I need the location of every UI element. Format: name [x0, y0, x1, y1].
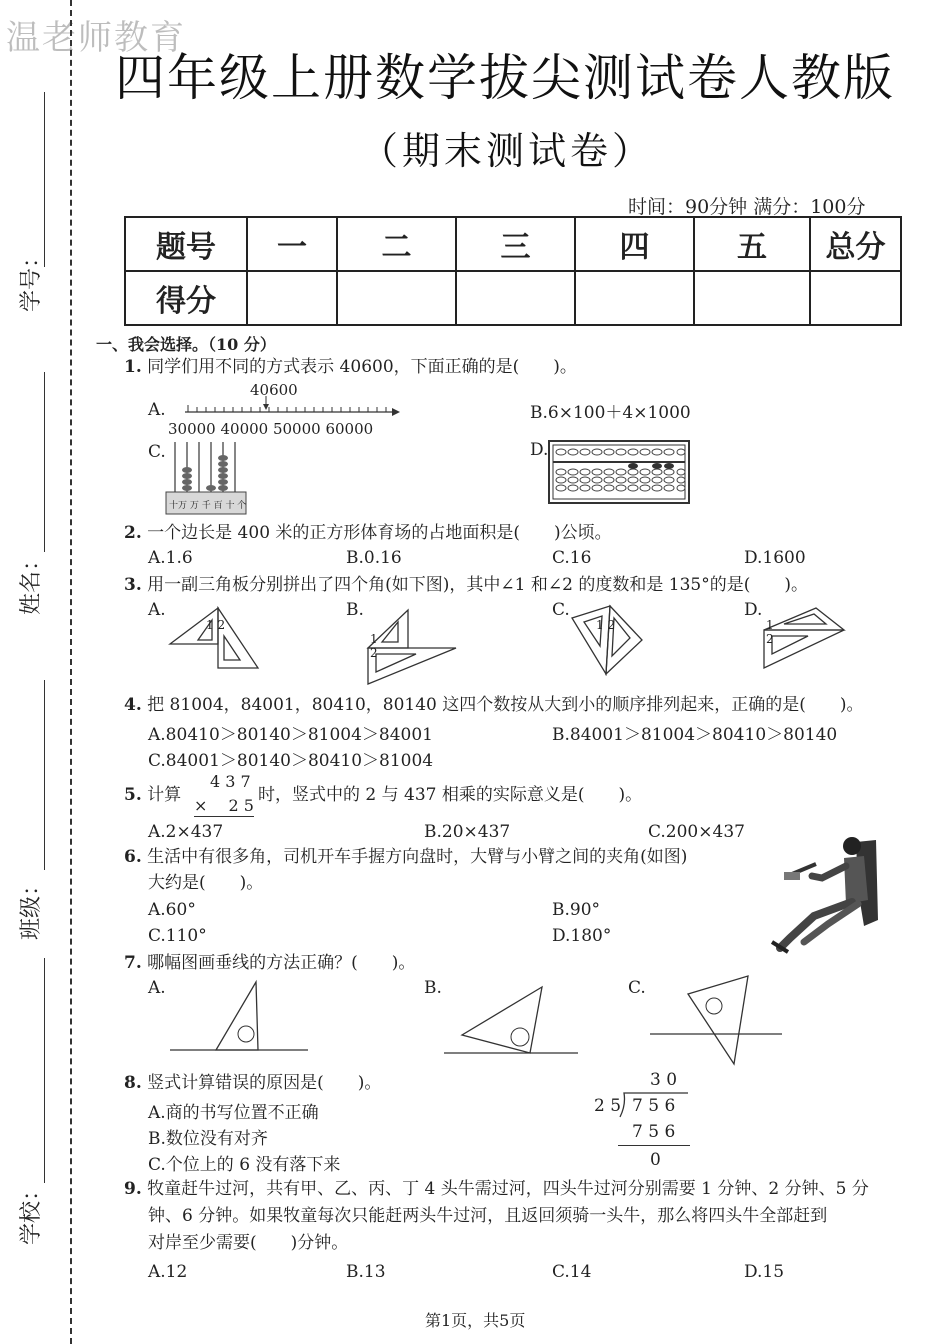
q8-dividend: 7 5 6: [632, 1096, 676, 1116]
q8-option-c: C.个位上的 6 没有落下来: [148, 1155, 341, 1175]
q9-option-c: C.14: [552, 1262, 592, 1282]
q1-option-a: A.: [148, 400, 166, 420]
question-7: [124, 952, 415, 974]
q1-number-line-ticks: 30000 40000 50000 60000: [168, 420, 374, 438]
question-number: 1.: [124, 357, 142, 377]
score-table-score-row: [125, 271, 901, 325]
question-number: 7.: [124, 953, 142, 973]
q3-option-b: B.: [346, 600, 364, 620]
score-row-label: 得分: [125, 271, 247, 325]
question-number: 2.: [124, 523, 142, 543]
q1-option-b: B.6×100＋4×1000: [530, 403, 691, 423]
q3-option-a: A.: [148, 600, 166, 620]
question-2: [124, 522, 612, 544]
question-pre: 计算: [147, 785, 182, 805]
question-number: 5.: [124, 785, 142, 805]
question-9-line2: 钟、6 分钟。如果牧童每次只能赶两头牛过河，且返回须骑一头牛，那么将四头牛全部赶到: [148, 1206, 828, 1226]
q4-option-b: B.84001＞81004＞80410＞80140: [552, 725, 838, 745]
school-label: 学校：: [19, 1178, 44, 1245]
q9-option-d: D.15: [744, 1262, 785, 1282]
score-header-cell: 一: [247, 217, 337, 271]
q1-option-c: C.: [148, 442, 166, 462]
q5-multiplicand: 4 3 7: [210, 772, 251, 791]
school-line: [44, 958, 45, 1183]
q8-option-b: B.数位没有对齐: [148, 1129, 268, 1149]
q6-option-b: B.90°: [552, 900, 601, 920]
binding-dash-line: [70, 0, 72, 1344]
q5-multiplier: × 2 5: [194, 793, 254, 817]
q8-subtrahend: 7 5 6: [632, 1122, 676, 1142]
q4-option-c: C.84001＞80140＞80410＞81004: [148, 751, 434, 771]
score-input-cell[interactable]: [247, 271, 337, 325]
name-line: [44, 372, 45, 552]
score-header-cell: 二: [337, 217, 456, 271]
question-text: 用一副三角板分别拼出了四个角(如下图)，其中∠1 和∠2 的度数和是 135°的是( )。: [147, 575, 808, 595]
question-number: 8.: [124, 1073, 142, 1093]
question-8: [124, 1072, 381, 1094]
q3-angle-labels-c: 1 2: [596, 618, 616, 632]
question-number: 3.: [124, 575, 142, 595]
question-5: [124, 784, 181, 806]
question-4: [124, 694, 864, 716]
score-input-cell[interactable]: [456, 271, 575, 325]
driver-illustration: [768, 830, 883, 955]
question-text: 一个边长是 400 米的正方形体育场的占地面积是( )公顷。: [147, 523, 612, 543]
q8-divisor: 2 5: [594, 1096, 622, 1116]
question-text: 竖式计算错误的原因是( )。: [147, 1073, 382, 1093]
exam-meta: 时间：90分钟 满分：100分: [628, 196, 866, 218]
q3-angle-labels-d: 1 2: [766, 618, 774, 646]
watermark: 温老师教育: [6, 18, 186, 58]
question-text: 哪幅图画垂线的方法正确？( )。: [147, 953, 416, 973]
score-header-cell: 四: [575, 217, 694, 271]
q8-quotient: 3 0: [650, 1070, 678, 1090]
q8-option-a: A.商的书写位置不正确: [148, 1103, 319, 1123]
question-text: 同学们用不同的方式表示 40600，下面正确的是( )。: [147, 357, 577, 377]
q9-option-a: A.12: [148, 1262, 188, 1282]
q5-option-a: A.2×437: [148, 822, 224, 842]
score-header-cell: 三: [456, 217, 575, 271]
abacus-illustration: [548, 440, 690, 504]
question-number: 9.: [124, 1179, 142, 1199]
q6-option-d: D.180°: [552, 926, 612, 946]
score-header-cell: 总分: [810, 217, 901, 271]
q5-option-c: C.200×437: [648, 822, 745, 842]
name-label: 姓名：: [19, 548, 44, 615]
question-text: 把 81004，84001，80410，80140 这四个数按从大到小的顺序排列起来，正确的是( )。: [147, 695, 864, 715]
q8-remainder: 0: [650, 1150, 661, 1170]
q7-perpendicular-a: [168, 980, 313, 1055]
q5-text: 时，竖式中的 2 与 437 相乘的实际意义是( )。: [258, 785, 643, 805]
q2-option-d: D.1600: [744, 548, 806, 568]
page-subtitle: （期末测试卷）: [360, 129, 655, 173]
q5-option-b: B.20×437: [424, 822, 511, 842]
score-input-cell[interactable]: [337, 271, 456, 325]
q9-option-b: B.13: [346, 1262, 386, 1282]
q3-angle-labels-a: 1 2: [206, 618, 226, 632]
q3-triangles-a: [168, 606, 263, 670]
question-9: [124, 1178, 869, 1200]
question-9-line3: 对岸至少需要( )分钟。: [148, 1233, 349, 1253]
question-1: [124, 356, 577, 378]
score-table-header-row: [125, 217, 901, 271]
score-input-cell[interactable]: [810, 271, 901, 325]
question-6: [124, 846, 687, 868]
q3-option-d: D.: [744, 600, 763, 620]
q7-perpendicular-c: [648, 972, 788, 1067]
q3-triangles-c: [570, 604, 650, 676]
question-text: 生活中有很多角，司机开车手握方向盘时，大臂与小臂之间的夹角(如图): [147, 847, 688, 867]
score-input-cell[interactable]: [694, 271, 810, 325]
q2-option-c: C.16: [552, 548, 592, 568]
score-header-cell: 题号: [125, 217, 247, 271]
q7-option-c: C.: [628, 978, 646, 998]
q2-option-a: A.1.6: [148, 548, 193, 568]
q1-number-line-label: 40600: [250, 381, 298, 399]
q3-option-c: C.: [552, 600, 570, 620]
section-heading: 一、我会选择。（10 分）: [96, 335, 276, 354]
question-3: [124, 574, 808, 596]
q7-option-a: A.: [148, 978, 166, 998]
question-6-line2: 大约是( )。: [148, 873, 264, 893]
class-line: [44, 680, 45, 870]
q6-option-c: C.110°: [148, 926, 207, 946]
score-table: [124, 216, 902, 326]
q8-division-line: [618, 1145, 690, 1146]
question-number: 6.: [124, 847, 142, 867]
question-number: 4.: [124, 695, 142, 715]
page-title: 四年级上册数学拔尖测试卷人教版: [115, 49, 895, 107]
q2-option-b: B.0.16: [346, 548, 402, 568]
score-input-cell[interactable]: [575, 271, 694, 325]
page-footer: 第1页，共5页: [425, 1311, 526, 1330]
q7-perpendicular-b: [442, 985, 582, 1060]
question-text: 牧童赶牛过河，共有甲、乙、丙、丁 4 头牛需过河，四头牛过河分别需要 1 分钟、2 分钟、5 分: [147, 1179, 869, 1199]
q4-option-a: A.80410＞80140＞81004＞84001: [148, 725, 433, 745]
score-header-cell: 五: [694, 217, 810, 271]
q1-option-d: D.: [530, 440, 549, 460]
student-id-line: [44, 92, 45, 267]
q3-angle-labels-b: 1 2: [370, 632, 378, 660]
q6-option-a: A.60°: [148, 900, 196, 920]
counting-frame-labels: 十万 万 千 百 十 个: [169, 501, 247, 511]
class-label: 班级：: [19, 873, 44, 940]
student-id-label: 学号：: [19, 245, 44, 312]
q7-option-b: B.: [424, 978, 442, 998]
